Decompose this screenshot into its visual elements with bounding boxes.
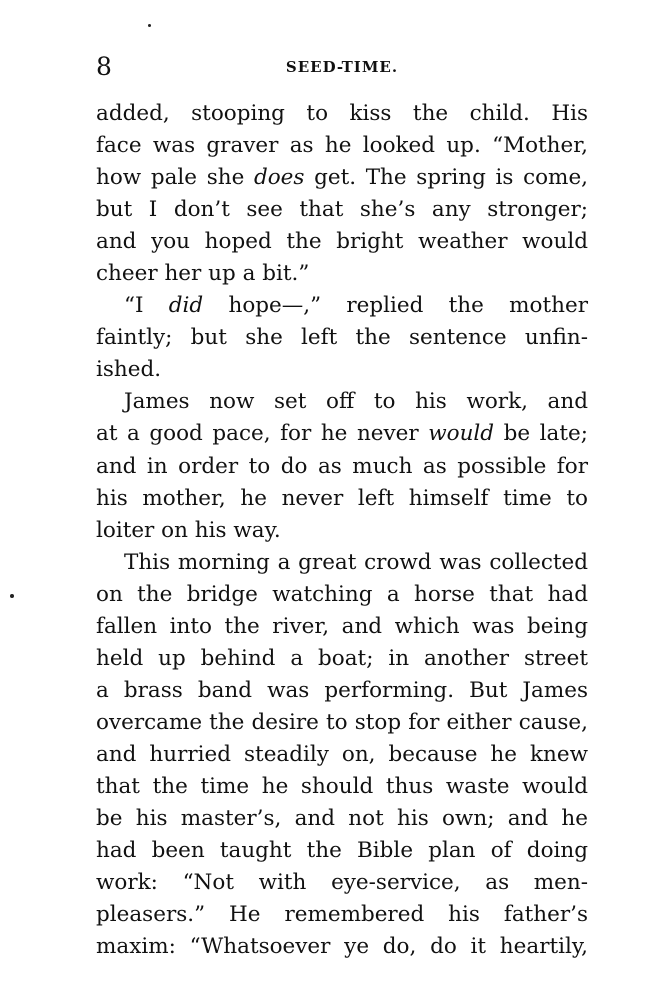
text-line: and hurried steadily on, because he knew bbox=[96, 741, 588, 767]
text-line: faintly; but she left the sentence unfin- bbox=[96, 325, 588, 351]
text-line: pleasers.” He remembered his father’s bbox=[96, 902, 588, 928]
text-line: a brass band was performing. But James bbox=[96, 677, 588, 703]
text-line: added, stooping to kiss the child. His bbox=[96, 101, 588, 126]
text-line: and you hoped the bright weather would bbox=[96, 229, 588, 255]
page-header bbox=[96, 52, 588, 82]
page-number: 8 bbox=[96, 52, 112, 81]
text-line: James now set off to his work, and bbox=[124, 389, 588, 415]
text-line: loiter on his way. bbox=[96, 517, 281, 543]
body-text bbox=[96, 98, 588, 963]
text-line: be his master’s, and not his own; and he bbox=[96, 806, 588, 832]
ink-speck bbox=[10, 594, 14, 598]
text-line: fallen into the river, and which was being bbox=[96, 613, 588, 639]
text-line: face was graver as he looked up. “Mother, bbox=[96, 133, 588, 159]
text-line: his mother, he never left himself time to bbox=[96, 485, 588, 511]
running-title: SEED-TIME. bbox=[285, 58, 399, 76]
text-line: at a good pace, for he never would be late; bbox=[96, 421, 588, 447]
text-line: This morning a great crowd was collected bbox=[124, 549, 588, 575]
text-line: cheer her up a bit.” bbox=[96, 261, 310, 287]
text-line: that the time he should thus waste would bbox=[96, 773, 588, 799]
text-line: “I did hope—,” replied the mother bbox=[124, 293, 588, 319]
text-line: maxim: “Whatsoever ye do, do it heartily, bbox=[96, 934, 588, 960]
text-line: had been taught the Bible plan of doing bbox=[96, 838, 588, 864]
text-line: but I don’t see that she’s any stronger; bbox=[96, 197, 588, 223]
text-line: held up behind a boat; in another street bbox=[96, 645, 588, 671]
text-line: on the bridge watching a horse that had bbox=[96, 581, 588, 607]
text-line: overcame the desire to stop for either cause, bbox=[96, 709, 588, 735]
text-line: how pale she does get. The spring is come, bbox=[96, 165, 589, 191]
text-line: ished. bbox=[96, 357, 162, 383]
ink-speck bbox=[148, 24, 151, 27]
text-line: and in order to do as much as possible for bbox=[96, 453, 588, 479]
text-line: work: “Not with eye-service, as men- bbox=[96, 870, 588, 896]
